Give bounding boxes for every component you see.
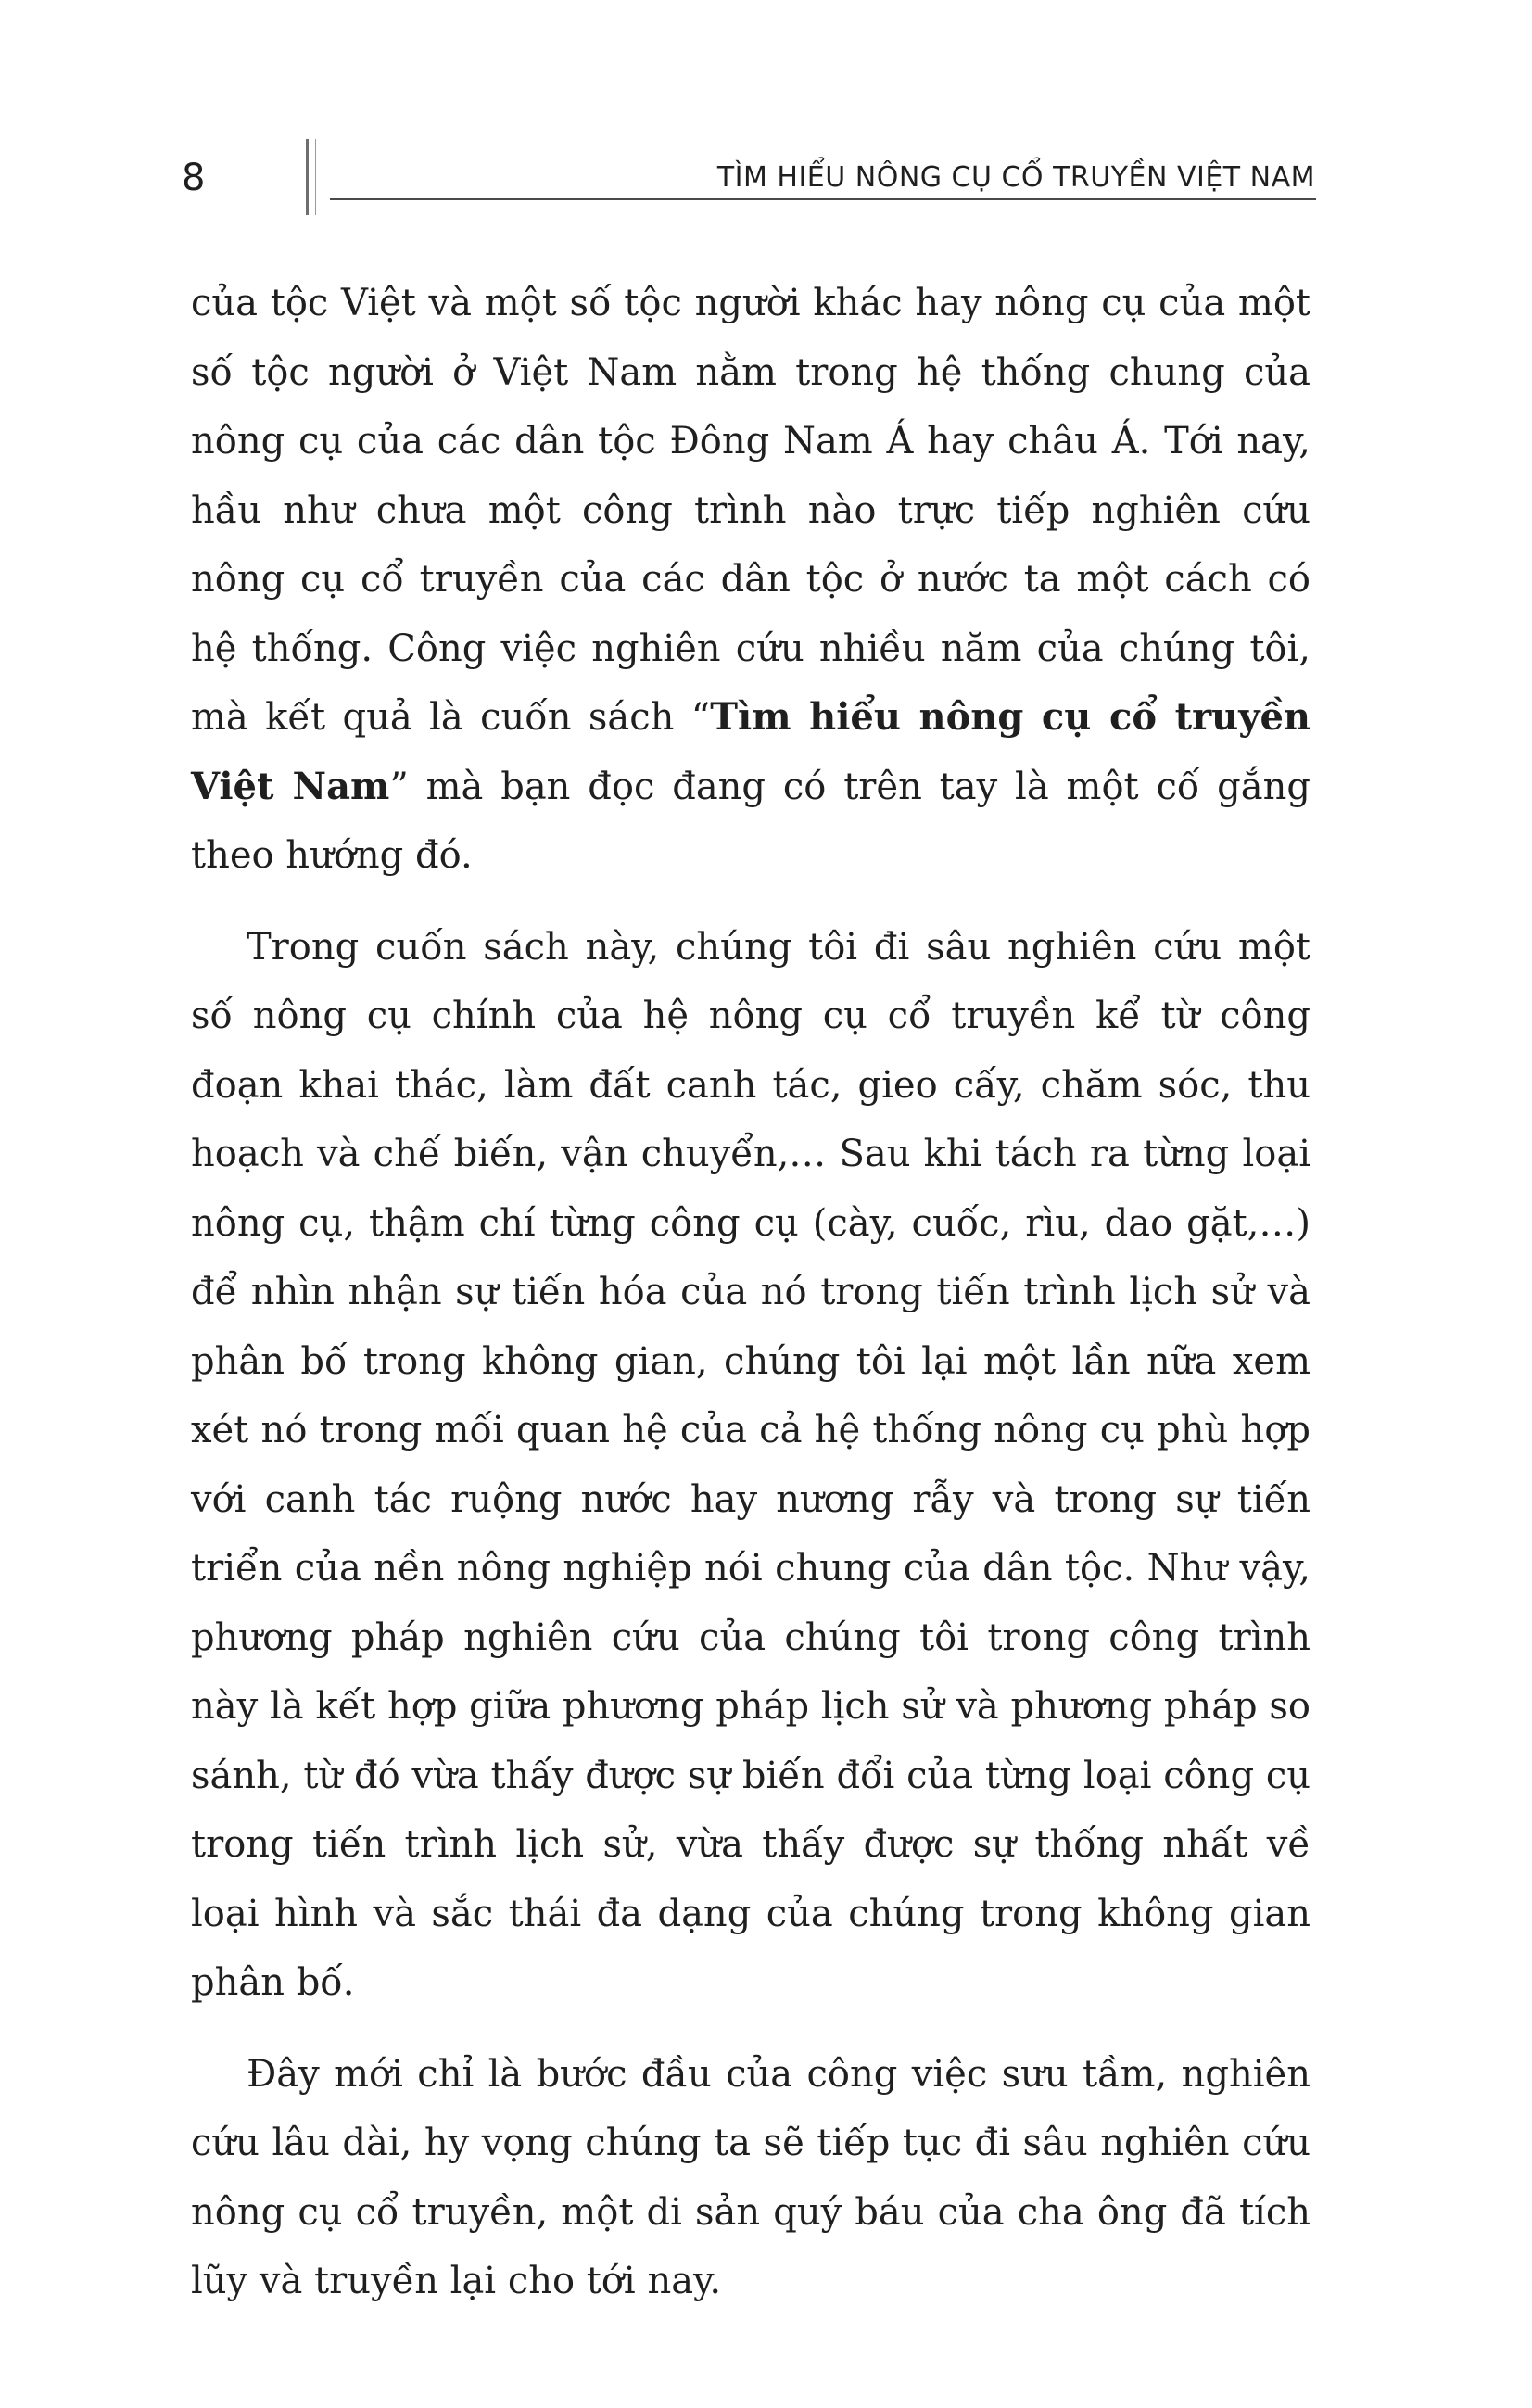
page-body: [191, 269, 1310, 2316]
book-title: Tìm hiểu nông cụ cổ truyền Việt Nam: [191, 695, 1311, 808]
header-divider: [306, 139, 309, 215]
header-rule: [330, 198, 1316, 200]
running-title: TÌM HIỂU NÔNG CỤ CỔ TRUYỀN VIỆT NAM: [716, 161, 1315, 194]
paragraph-1: [191, 269, 1310, 891]
paragraph-1-text-a: của tộc Việt và một số tộc người khác hay nông cụ của một số tộc người ở Việt Nam nằm trong hệ thống chung của nông cụ của các dân tộc Đông Nam Á hay châu Á. Tới nay, hầu như chưa một công trình nào trực tiếp nghiên cứu nông cụ cổ truyền của các dân tộc ở nước ta một cách có hệ thống. Công việc nghiên cứu nhiều năm của chúng tôi, mà kết quả là cuốn sách “: [191, 282, 1310, 739]
page-number: 8: [182, 157, 206, 199]
paragraph-2: Trong cuốn sách này, chúng tôi đi sâu nghiên cứu một số nông cụ chính của hệ nông cụ cổ truyền kể từ công đoạn khai thác, làm đất canh tác, gieo cấy, chăm sóc, thu hoạch và chế biến, vận chuyển,… Sau khi tách ra từng loại nông cụ, thậm chí từng công cụ (cày, cuốc, rìu, dao gặt,…) để nhìn nhận sự tiến hóa của nó trong tiến trình lịch sử và phân bố trong không gian, chúng tôi lại một lần nữa xem xét nó trong mối quan hệ của cả hệ thống nông cụ phù hợp với canh tác ruộng nước hay nương rẫy và trong sự tiến triển của nền nông nghiệp nói chung của dân tộc. Như vậy, phương pháp nghiên cứu của chúng tôi trong công trình này là kết hợp giữa phương pháp lịch sử và phương pháp so sánh, từ đó vừa thấy được sự biến đổi của từng loại công cụ trong tiến trình lịch sử, vừa thấy được sự thống nhất về loại hình và sắc thái đa dạng của chúng trong không gian phân bố.: [191, 925, 1310, 2004]
header-divider-thin: [315, 139, 316, 215]
paragraph-3: Đây mới chỉ là bước đầu của công việc sưu tầm, nghiên cứu lâu dài, hy vọng chúng ta sẽ tiếp tục đi sâu nghiên cứu nông cụ cổ truyền, một di sản quý báu của cha ông đã tích lũy và truyền lại cho tới nay.: [191, 2052, 1310, 2302]
paragraph-1-text-b: ” mà bạn đọc đang có trên tay là một cố gắng theo hướng đó.: [191, 765, 1310, 877]
